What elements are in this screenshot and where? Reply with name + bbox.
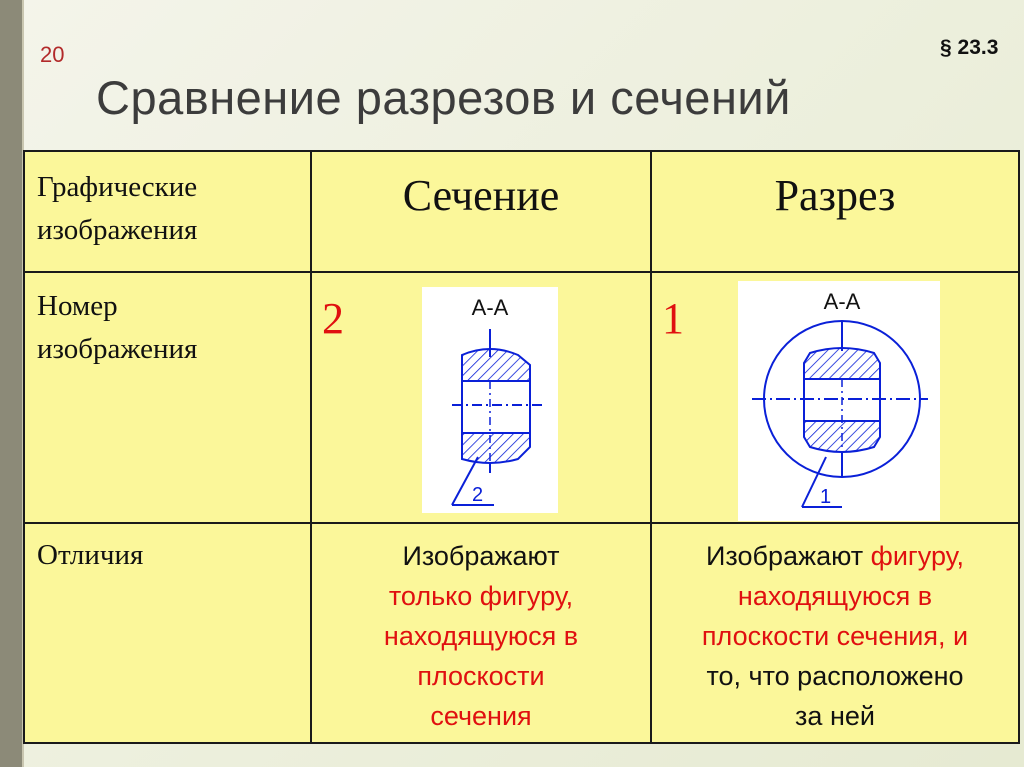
cut-hatch-top	[804, 348, 880, 379]
section-bore	[462, 381, 530, 433]
section-drawing-svg	[422, 287, 558, 513]
section-diff-line1: Изображают	[402, 541, 560, 571]
section-callout-number: 2	[472, 484, 484, 506]
cut-diff-line2: находящуюся в	[737, 581, 933, 611]
cut-diff-line1-red: фигуру,	[870, 541, 964, 571]
graphic-label	[25, 152, 310, 252]
column-heading-section: Сечение	[402, 171, 560, 220]
column-heading-cut: Разрез	[774, 171, 896, 220]
number-label-line1: Номер	[37, 290, 118, 322]
number-label	[25, 273, 310, 371]
section-image-number: 2	[322, 294, 344, 343]
section-drawing-cell	[311, 272, 651, 523]
comparison-table	[23, 150, 1020, 744]
slide-title: Сравнение разрезов и сечений	[96, 71, 791, 124]
cut-drawing-cell	[651, 272, 1019, 523]
graphic-label-line1: Графические	[37, 171, 198, 203]
number-label-line2: изображения	[37, 333, 198, 365]
cut-callout-number: 1	[820, 486, 832, 508]
cut-cut-label: А-А	[823, 289, 861, 314]
section-hatch-bottom	[462, 433, 530, 463]
cut-drawing	[738, 281, 940, 521]
header-cell-cut	[651, 151, 1019, 272]
cut-difference-cell	[651, 523, 1019, 743]
left-decor-bar	[0, 0, 22, 767]
header-row	[24, 151, 1019, 272]
section-hatch-top	[462, 349, 530, 381]
header-cell-section	[311, 151, 651, 272]
section-diff-line2: только фигуру,	[388, 581, 574, 611]
section-difference-cell	[311, 523, 651, 743]
section-difference-text	[312, 524, 650, 736]
section-diff-line4: плоскости	[417, 661, 545, 691]
number-row-label-cell	[24, 272, 311, 523]
cut-diff-line5: за ней	[795, 701, 875, 731]
section-cut-label: А-А	[471, 295, 509, 320]
cut-diff-line1-black: Изображают	[706, 541, 871, 571]
cut-image-number: 1	[662, 294, 684, 343]
graphic-label-line2: изображения	[37, 214, 198, 246]
section-diff-line5: сечения	[430, 701, 532, 731]
number-row	[24, 272, 1019, 523]
section-diff-line3: находящуюся в	[383, 621, 579, 651]
slide-number: 20	[40, 42, 65, 67]
section-drawing	[422, 287, 558, 513]
difference-row	[24, 523, 1019, 743]
cut-difference-text	[652, 524, 1018, 736]
header-cell-graphic	[24, 151, 311, 272]
difference-label-cell	[24, 523, 311, 743]
cut-diff-line3: плоскости сечения, и	[701, 621, 969, 651]
difference-label: Отличия	[37, 539, 144, 571]
cut-drawing-svg	[738, 281, 940, 521]
cut-diff-line4: то, что расположено	[706, 661, 964, 691]
paragraph-reference: § 23.3	[940, 36, 999, 59]
